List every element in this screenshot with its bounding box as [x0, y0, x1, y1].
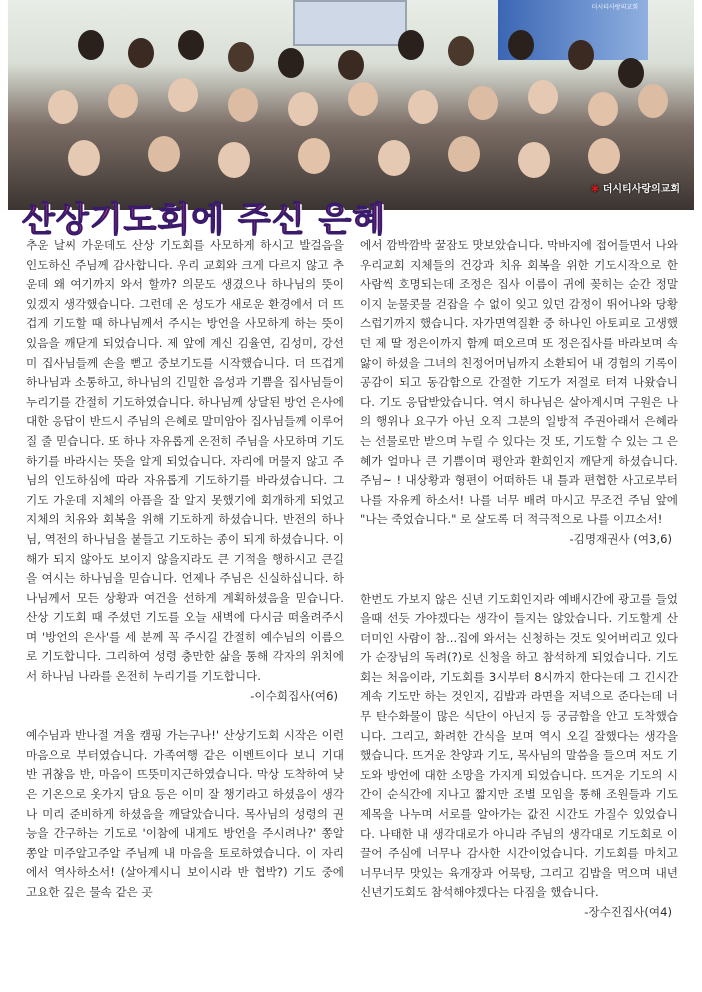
article-3-author: -장수진집사(여4) — [584, 905, 672, 919]
article-2-body-continued: 에서 깜박깜박 꿀잠도 맛보았습니다. 막바지에 접어들면서 나와 우리교회 지체들의 건강과 치유 회복을 위한 기도시작으로 한 사람씩 호명되는데 조정은 집사 이름이 귀에 꽂히는 순간 정말이지 눈물콧물 걷잡을 수 없이 잊고 있던 감정이 뛰어나와 당황스럽기까지 했습니다. 자가면역질환 중 하나인 아토피로 고생했던 제 딸 정은이까지 함께 떠오르며 또 정은집사를 바라보며 속앓이 하셨을 그녀의 친정어머님까지 소환되어 내 경험의 기록이 공감이 되고 동감함으로 간절한 기도가 저절로 터져 나왔습니다. 기도 응답받았습니다. 역시 하나님은 살아계시며 구원은 나의 행위나 요구가 아닌 오직 그분의 일방적 주권아래서 은혜라는 선물로만 받으며 누릴 수 있다는 것 또, 기도할 수 있는 그 은혜가 얼마나 큰 기쁨이며 평안과 환희인지 깨닫게 하셨습니다. 주님~ ! 내상황과 형편이 어떠하든 내 틀과 편협한 사고로부터 나를 자유케 하소서! 나를 너무 배려 마시고 무조건 주님 앞에 "나는 죽었습니다." 로 살도록 더 적극적으로 나를 이끄소서! — [360, 238, 678, 527]
headline-part1: 산상기도회 — [22, 200, 192, 240]
group-photo — [8, 0, 694, 210]
headline-part2: 에 — [191, 200, 238, 240]
headline — [22, 192, 386, 241]
left-column — [26, 236, 344, 903]
church-watermark: ✱ 더시티사랑의교회 — [590, 184, 680, 195]
article-2-body-start: 예수님과 반나절 겨울 캠핑 가는구나!' 산상기도회 시작은 이런 마음으로 부터였습니다. 가족여행 같은 이벤트이다 보니 기대 반 귀찮음 반, 마음이 뜨뜻미지근하였습니다. 막상 도착하여 낮은 기온으로 옷가지 담요 등은 이미 잘 챙기라고 하셨음이 생각나 미리 준비하게 하셨음을 깨달았습니다. 목사님의 성령의 권능을 간구하는 기도로 '이참에 내게도 방언을 주시려나?' 쫑알쫑알 미주알고주알 주님께 내 마음을 토로하였습니다. 이 자리에서 역사하소서! (살아계시니 보이시라 반 협박?) 기도 중에 고요한 깊은 물속 같은 곳 — [26, 728, 344, 899]
right-column — [360, 236, 678, 923]
banner-text: 더시티사랑의교회 — [591, 4, 638, 11]
projector-screen — [293, 0, 407, 46]
article-3-body: 한번도 가보지 않은 신년 기도회인지라 예배시간에 광고를 들었을때 선듯 가야겠다는 생각이 들지는 않았습니다. 기도할게 산더미인 사람이 참...집에 와서는 신청하는 것도 잊어버리고 있다가 순장님의 독려(?)로 신청을 하고 참석하게 되었습니다. 기도회는 처음이라, 기도회를 3시부터 8시까지 한다는데 그 긴시간 계속 기도만 하는 것인지, 김밥과 라면을 저녁으로 준다는데 너무 탄수화물이 많은 식단이 아닌지 등 궁금함을 안고 도착했습니다. 그리고, 화려한 간식을 보며 역시 오길 잘했다는 생각을 했습니다. 뜨거운 찬양과 기도, 목사님의 말씀을 들으며 저도 기도와 방언에 대한 소망을 가지게 되었습니다. 뜨거운 기도의 시간이 순식간에 지나고 짧지만 조별 모임을 통해 조원들과 기도제목을 나누며 서로를 알아가는 값진 시간도 가질수 있었습니다. 나태한 내 생각대로가 아니라 주님의 생각대로 기도회로 이끌어 주심에 너무나 감사한 시간이었습니다. 기도회를 마치고 너무너무 맛있는 육개장과 어묵탕, 그리고 김밥을 먹으며 내년 신년기도회도 참석해야겠다는 다짐을 했습니다. — [360, 591, 678, 900]
article-2-author: -김명재권사 (여3,6) — [569, 531, 672, 546]
article-1-body: 추운 날씨 가운데도 산상 기도회를 사모하게 하시고 발걸음을 인도하신 주님께 감사합니다. 우리 교회와 크게 다르지 않고 추운데 왜 여기까지 와서 할까? 의문도 생겼으나 하나님의 뜻이 있겠지 생각했습니다. 그런데 온 성도가 새로운 환경에서 더 뜨겁게 기도할 때 하나님께서 주시는 방언을 사모하게 하는 뜻이 있음을 깨닫게 되었습니다. 제 앞에 계신 김율연, 김성미, 강선미 집사님들께 손을 뻗고 중보기도를 시작했습니다. 더 뜨겁게 하나님과 소통하고, 하나님의 긴밀한 음성과 기쁨을 집사님들이 누리기를 간절히 기도하였습니다. 하나님께 상달된 방언 은사에 대한 응답이 반드시 주님의 은혜로 말미암아 집사님들께 이루어질 줄 믿습니다. 또 하나 자유롭게 온전히 주님을 사모하며 기도하기를 바라시는 뜻을 알게 되었습니다. 자리에 머물지 않고 주님의 인도하심에 따라 자유롭게 기도하기를 바라셨습니다. 그 기도 가운데 지체의 아픔을 잘 알지 못했기에 회개하게 되었고 지체의 치유와 회복을 위해 기도하게 하셨습니다. 반전의 하나님, 역전의 하나님을 붙들고 기도하는 종이 되게 하셨습니다. 이해가 되지 않아도 보이지 않을지라도 큰 기적을 행하시고 큰길을 여시는 하나님을 믿습니다. 언제나 주님은 신실하십니다. 하나님께서 모든 상황과 여건을 선하게 계획하셨음을 믿습니다. 산상 기도회 때 주셨던 기도를 오늘 새벽에 다시금 떠올려주시며 '방언의 은사'를 세 분께 꼭 주시길 간절히 예수님의 이름으로 기도합니다. 그리하여 성령 충만한 삶을 통해 각자의 위치에서 하나님 나라를 온전히 누리기를 기도합니다. — [26, 238, 344, 684]
article-1-author: -이수희집사(여6) — [250, 688, 338, 703]
headline-part3: 주신 은혜 — [237, 200, 387, 240]
